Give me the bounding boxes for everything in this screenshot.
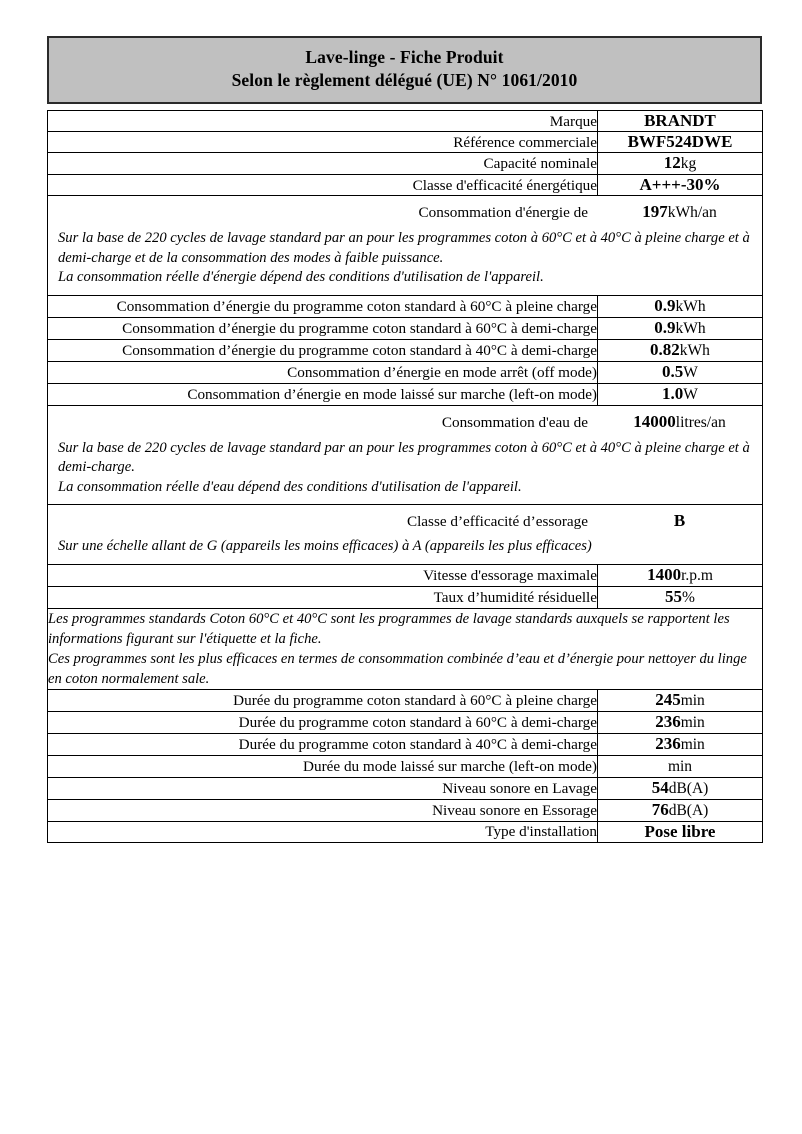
value-duree-40-demi-number: 236 (655, 733, 681, 753)
value-classe-essorage (598, 505, 761, 535)
value-conso-40-demi (598, 339, 763, 361)
label-bruit-essorage: Niveau sonore en Essorage (48, 799, 598, 821)
value-duree-40-demi-unit: min (680, 735, 705, 753)
label-conso-eau: Consommation d'eau de (441, 413, 588, 431)
table-row-programmes-note (48, 608, 763, 689)
label-bruit-lavage: Niveau sonore en Lavage (48, 777, 598, 799)
document-title-box (47, 36, 762, 104)
value-conso-energie (598, 196, 761, 227)
value-conso-40-demi-unit: kWh (679, 341, 710, 359)
value-duree-left-on (598, 755, 763, 777)
table-row-duree-left-on (48, 755, 763, 777)
block-classe-essorage-main (48, 505, 762, 535)
value-classe-energie-text: A+++-30% (639, 175, 721, 194)
value-reference-text: BWF524DWE (627, 132, 733, 151)
value-duree-60-demi-unit: min (680, 713, 705, 731)
value-conso-off-number: 0.5 (662, 361, 684, 381)
value-conso-60-demi (598, 317, 763, 339)
value-conso-off-unit: W (683, 363, 698, 381)
block-conso-eau-main (48, 406, 762, 437)
table-row-vitesse-essorage (48, 564, 763, 586)
value-duree-60-pleine-number: 245 (655, 689, 681, 709)
table-row-bruit-lavage (48, 777, 763, 799)
note-conso-energie-line-2: La consommation réelle d'énergie dépend des conditions d'utilisation de l'appareil. (58, 269, 544, 285)
table-row-type-installation (48, 821, 763, 842)
value-marque (598, 111, 763, 132)
value-conso-off (598, 361, 763, 383)
table-row-conso-off (48, 361, 763, 383)
note-conso-eau-line-1: Sur la base de 220 cycles de lavage standard par an pour les programmes coton à 60°C et à 40°C à pleine charge et à demi-charge. (58, 439, 750, 475)
label-capacite: Capacité nominale (48, 153, 598, 175)
value-conso-60-pleine (598, 295, 763, 317)
value-classe-energie (598, 175, 763, 196)
value-conso-60-pleine-unit: kWh (675, 297, 706, 315)
block-conso-energie (48, 196, 763, 296)
label-reference: Référence commerciale (48, 132, 598, 153)
table-row-conso-40-demi (48, 339, 763, 361)
value-conso-energie-unit: kWh/an (667, 204, 717, 221)
value-duree-60-pleine (598, 689, 763, 711)
value-marque-text: BRANDT (644, 111, 716, 130)
value-bruit-lavage (598, 777, 763, 799)
label-marque: Marque (48, 111, 598, 132)
note-classe-essorage (48, 535, 762, 564)
value-bruit-lavage-unit: dB(A) (668, 779, 709, 797)
table-row-conso-energie (48, 196, 763, 296)
value-conso-eau-unit: litres/an (675, 413, 726, 431)
value-conso-left-on-number: 1.0 (662, 383, 684, 403)
value-capacite-unit: kg (680, 155, 697, 172)
table-row-duree-40-demi (48, 733, 763, 755)
label-conso-off: Consommation d’énergie en mode arrêt (off mode) (48, 361, 598, 383)
value-duree-60-demi-number: 236 (655, 711, 681, 731)
block-conso-eau (48, 405, 763, 505)
table-row-bruit-essorage (48, 799, 763, 821)
note-conso-eau (48, 437, 762, 505)
value-bruit-essorage (598, 799, 763, 821)
table-row-conso-left-on (48, 383, 763, 405)
value-conso-60-demi-unit: kWh (675, 319, 706, 337)
value-conso-eau (598, 406, 761, 437)
label-vitesse-essorage: Vitesse d'essorage maximale (48, 564, 598, 586)
table-row-marque (48, 111, 763, 132)
value-conso-energie-number: 197 (642, 202, 668, 221)
value-conso-60-pleine-number: 0.9 (654, 295, 676, 315)
value-duree-left-on-unit: min (667, 757, 693, 775)
value-vitesse-essorage (598, 564, 763, 586)
value-humidite (598, 586, 763, 608)
label-duree-60-demi: Durée du programme coton standard à 60°C à demi-charge (48, 711, 598, 733)
value-capacite-number: 12 (663, 153, 681, 172)
label-conso-energie: Consommation d'énergie de (418, 204, 588, 221)
value-conso-eau-number: 14000 (633, 411, 676, 431)
value-bruit-essorage-number: 76 (651, 799, 669, 819)
label-conso-60-pleine: Consommation d’énergie du programme coton standard à 60°C à pleine charge (48, 295, 598, 317)
value-type-installation (598, 821, 763, 842)
label-duree-left-on: Durée du mode laissé sur marche (left-on mode) (48, 755, 598, 777)
note-programmes-line-2: Ces programmes sont les plus efficaces en termes de consommation combinée d’eau et d’énergie pour nettoyer du linge en coton normalement sale. (48, 650, 747, 687)
label-conso-40-demi: Consommation d’énergie du programme coton standard à 40°C à demi-charge (48, 339, 598, 361)
block-classe-essorage (48, 505, 763, 565)
value-bruit-essorage-unit: dB(A) (668, 801, 709, 819)
note-conso-eau-line-2: La consommation réelle d'eau dépend des conditions d'utilisation de l'appareil. (58, 478, 522, 495)
note-conso-energie-line-1: Sur la base de 220 cycles de lavage standard par an pour les programmes coton à 60°C et à 40°C à pleine charge et à demi-charge et de la consommation des modes à faible puissance. (58, 230, 750, 266)
page-title-line-2: Selon le règlement délégué (UE) N° 1061/2010 (231, 70, 578, 90)
label-conso-60-demi: Consommation d’énergie du programme coton standard à 60°C à demi-charge (48, 317, 598, 339)
value-vitesse-essorage-unit: r.p.m (681, 566, 713, 584)
label-type-installation: Type d'installation (48, 821, 598, 842)
table-row-humidite (48, 586, 763, 608)
value-vitesse-essorage-number: 1400 (647, 564, 682, 584)
value-humidite-unit: % (682, 588, 695, 606)
value-duree-60-pleine-unit: min (680, 691, 705, 709)
value-bruit-lavage-number: 54 (651, 777, 669, 797)
value-conso-left-on (598, 383, 763, 405)
value-duree-40-demi (598, 733, 763, 755)
page-title-line-1: Lave-linge - Fiche Produit (305, 47, 504, 67)
note-classe-essorage-line-1: Sur une échelle allant de G (appareils les moins efficaces) à A (appareils les plus efficaces) (58, 538, 592, 554)
label-humidite: Taux d’humidité résiduelle (48, 586, 598, 608)
label-duree-40-demi: Durée du programme coton standard à 40°C à demi-charge (48, 733, 598, 755)
table-row-classe-energie (48, 175, 763, 196)
label-conso-left-on: Consommation d’énergie en mode laissé sur marche (left-on mode) (48, 383, 598, 405)
table-row-duree-60-pleine (48, 689, 763, 711)
label-classe-essorage: Classe d’efficacité d’essorage (406, 513, 588, 530)
value-duree-60-demi (598, 711, 763, 733)
note-programmes-line-1: Les programmes standards Coton 60°C et 40°C sont les programmes de lavage standards auxquels se rapportent les informations figurant sur l'étiquette et la fiche. (48, 610, 730, 647)
table-row-duree-60-demi (48, 711, 763, 733)
table-row-reference (48, 132, 763, 153)
table-row-conso-60-pleine (48, 295, 763, 317)
label-classe-energie: Classe d'efficacité énergétique (48, 175, 598, 196)
table-row-conso-eau (48, 405, 763, 505)
value-classe-essorage-text: B (673, 511, 686, 530)
table-row-capacite (48, 153, 763, 175)
note-conso-energie (48, 227, 762, 295)
table-row-conso-60-demi (48, 317, 763, 339)
value-conso-40-demi-number: 0.82 (650, 339, 680, 359)
block-conso-energie-main (48, 196, 762, 227)
product-fiche-page (47, 36, 762, 843)
value-humidite-number: 55 (665, 586, 683, 606)
specification-table (47, 110, 763, 843)
value-conso-left-on-unit: W (683, 385, 698, 403)
value-reference (598, 132, 763, 153)
note-programmes-standards (48, 608, 763, 689)
table-row-classe-essorage (48, 505, 763, 565)
label-duree-60-pleine: Durée du programme coton standard à 60°C à pleine charge (48, 689, 598, 711)
value-type-installation-text: Pose libre (644, 821, 716, 841)
value-conso-60-demi-number: 0.9 (654, 317, 676, 337)
value-capacite (598, 153, 763, 175)
